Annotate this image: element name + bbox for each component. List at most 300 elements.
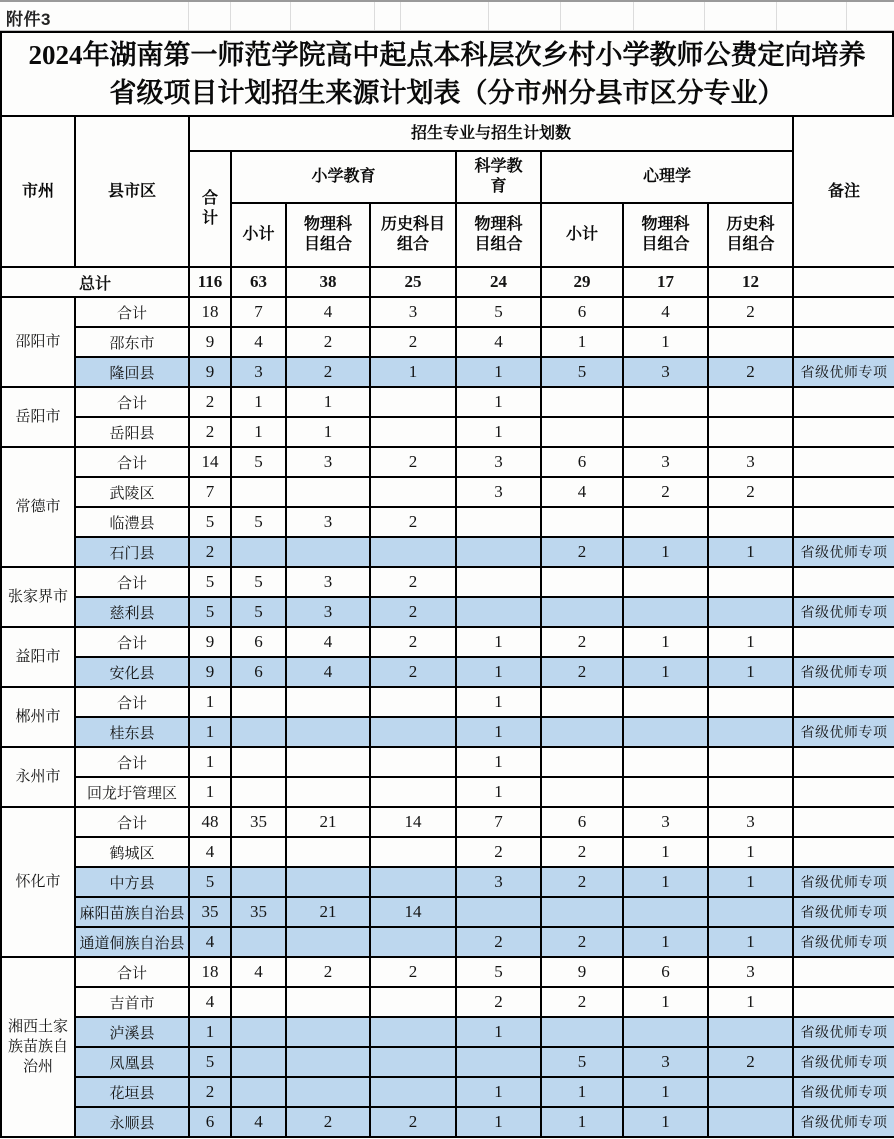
- plan-value-cell-2: 4: [286, 657, 370, 687]
- plan-value-cell-5: 2: [541, 867, 623, 897]
- plan-value-cell-3: 14: [370, 807, 456, 837]
- grid-line: [560, 2, 561, 30]
- plan-value-cell-0: 5: [189, 597, 231, 627]
- plan-value-cell-7: 2: [708, 357, 793, 387]
- remark-cell: [793, 987, 894, 1017]
- plan-value-cell-6: [623, 717, 708, 747]
- table-body: [1, 267, 894, 1137]
- plan-value-cell-3: [370, 1017, 456, 1047]
- plan-value-cell-2: 3: [286, 507, 370, 537]
- plan-value-cell-3: 2: [370, 507, 456, 537]
- plan-value-cell-2: 2: [286, 957, 370, 987]
- county-cell: 石门县: [75, 537, 189, 567]
- plan-value-cell-5: 5: [541, 357, 623, 387]
- table-row: [1, 807, 894, 837]
- table-row: [1, 747, 894, 777]
- plan-value-cell-7: 3: [708, 807, 793, 837]
- plan-value-cell-0: 5: [189, 867, 231, 897]
- plan-value-cell-0: 4: [189, 987, 231, 1017]
- remark-cell: 省级优师专项: [793, 597, 894, 627]
- plan-value-cell-6: 2: [623, 477, 708, 507]
- plan-value-cell-5: [541, 597, 623, 627]
- grid-line: [188, 2, 189, 30]
- county-cell: 桂东县: [75, 717, 189, 747]
- plan-value-cell-2: [286, 1017, 370, 1047]
- plan-value-cell-0: 4: [189, 927, 231, 957]
- plan-value-cell-6: 3: [623, 357, 708, 387]
- remark-cell: [793, 387, 894, 417]
- grand-total-row: [1, 267, 894, 297]
- plan-value-cell-6: 1: [623, 867, 708, 897]
- page-title: [0, 31, 894, 115]
- plan-value-cell-6: [623, 777, 708, 807]
- county-cell: 合计: [75, 957, 189, 987]
- plan-value-cell-3: 2: [370, 1107, 456, 1137]
- plan-value-cell-1: [231, 777, 286, 807]
- county-cell: 合计: [75, 297, 189, 327]
- county-cell: 合计: [75, 807, 189, 837]
- plan-value-cell-3: [370, 687, 456, 717]
- plan-value-cell-0: 1: [189, 747, 231, 777]
- plan-value-cell-6: 4: [623, 297, 708, 327]
- plan-value-cell-0: 9: [189, 627, 231, 657]
- plan-value-cell-2: [286, 927, 370, 957]
- plan-value-cell-2: 21: [286, 807, 370, 837]
- plan-value-cell-5: [541, 507, 623, 537]
- grand-total-value-7: 12: [708, 267, 793, 297]
- table-row: [1, 867, 894, 897]
- plan-value-cell-3: [370, 747, 456, 777]
- plan-value-cell-1: [231, 867, 286, 897]
- plan-value-cell-1: 4: [231, 327, 286, 357]
- plan-value-cell-1: 35: [231, 897, 286, 927]
- plan-value-cell-2: 1: [286, 387, 370, 417]
- county-cell: 凤凰县: [75, 1047, 189, 1077]
- plan-value-cell-2: 2: [286, 327, 370, 357]
- table-row: [1, 837, 894, 867]
- county-cell: 武陵区: [75, 477, 189, 507]
- table-row: [1, 897, 894, 927]
- plan-value-cell-7: 1: [708, 987, 793, 1017]
- plan-value-cell-4: [456, 537, 541, 567]
- grid-line: [776, 2, 777, 30]
- plan-value-cell-0: 2: [189, 1077, 231, 1107]
- header-majors-group: 招生专业与招生计划数: [189, 116, 793, 151]
- plan-value-cell-7: 1: [708, 837, 793, 867]
- plan-value-cell-4: 1: [456, 777, 541, 807]
- table-row: [1, 297, 894, 327]
- plan-value-cell-1: [231, 987, 286, 1017]
- table-row: [1, 687, 894, 717]
- plan-value-cell-6: [623, 387, 708, 417]
- grand-total-value-1: 63: [231, 267, 286, 297]
- plan-value-cell-5: 1: [541, 327, 623, 357]
- table-row: [1, 537, 894, 567]
- plan-value-cell-4: 1: [456, 687, 541, 717]
- remark-cell: [793, 807, 894, 837]
- remark-cell: [793, 417, 894, 447]
- remark-cell: 省级优师专项: [793, 717, 894, 747]
- remark-cell: [793, 447, 894, 477]
- plan-value-cell-1: [231, 927, 286, 957]
- plan-value-cell-5: [541, 417, 623, 447]
- remark-cell: [793, 567, 894, 597]
- county-cell: 鹤城区: [75, 837, 189, 867]
- city-cell: 岳阳市: [1, 387, 75, 447]
- grand-total-label: 总计: [1, 267, 189, 297]
- table-row: [1, 777, 894, 807]
- plan-value-cell-4: 1: [456, 357, 541, 387]
- remark-cell: [793, 297, 894, 327]
- plan-value-cell-4: 1: [456, 627, 541, 657]
- grid-line: [230, 2, 231, 30]
- plan-value-cell-7: 2: [708, 1047, 793, 1077]
- plan-value-cell-0: 2: [189, 387, 231, 417]
- plan-value-cell-6: [623, 597, 708, 627]
- plan-value-cell-6: 6: [623, 957, 708, 987]
- plan-value-cell-2: 3: [286, 567, 370, 597]
- county-cell: 邵东市: [75, 327, 189, 357]
- plan-value-cell-7: [708, 1107, 793, 1137]
- plan-value-cell-3: 2: [370, 627, 456, 657]
- remark-cell: 省级优师专项: [793, 537, 894, 567]
- grid-line: [290, 2, 291, 30]
- table-row: [1, 387, 894, 417]
- plan-value-cell-6: [623, 687, 708, 717]
- plan-value-cell-3: [370, 537, 456, 567]
- plan-value-cell-1: 3: [231, 357, 286, 387]
- plan-value-cell-0: 7: [189, 477, 231, 507]
- remark-cell: 省级优师专项: [793, 927, 894, 957]
- plan-value-cell-4: 3: [456, 477, 541, 507]
- plan-value-cell-3: [370, 717, 456, 747]
- plan-value-cell-5: 5: [541, 1047, 623, 1077]
- plan-value-cell-2: 3: [286, 447, 370, 477]
- plan-value-cell-1: 35: [231, 807, 286, 837]
- city-cell: 永州市: [1, 747, 75, 807]
- plan-value-cell-3: 2: [370, 657, 456, 687]
- county-cell: 中方县: [75, 867, 189, 897]
- plan-value-cell-0: 1: [189, 1017, 231, 1047]
- county-cell: 合计: [75, 747, 189, 777]
- table-row: [1, 567, 894, 597]
- header-primary-education: 小学教育: [231, 151, 456, 203]
- plan-value-cell-4: 2: [456, 927, 541, 957]
- plan-value-cell-5: 6: [541, 807, 623, 837]
- table-row: [1, 357, 894, 387]
- plan-value-cell-3: [370, 867, 456, 897]
- plan-value-cell-7: 3: [708, 957, 793, 987]
- plan-value-cell-0: 9: [189, 327, 231, 357]
- plan-value-cell-5: 2: [541, 987, 623, 1017]
- plan-value-cell-7: 1: [708, 627, 793, 657]
- plan-value-cell-2: 4: [286, 627, 370, 657]
- plan-value-cell-6: 1: [623, 327, 708, 357]
- remark-cell: 省级优师专项: [793, 657, 894, 687]
- plan-value-cell-3: 2: [370, 327, 456, 357]
- plan-value-cell-1: 4: [231, 1107, 286, 1137]
- plan-value-cell-4: 5: [456, 957, 541, 987]
- plan-value-cell-2: [286, 1047, 370, 1077]
- header-psychology: 心理学: [541, 151, 793, 203]
- plan-value-cell-0: 1: [189, 717, 231, 747]
- plan-value-cell-5: 9: [541, 957, 623, 987]
- plan-value-cell-6: 3: [623, 1047, 708, 1077]
- plan-value-cell-2: [286, 987, 370, 1017]
- grand-total-value-5: 29: [541, 267, 623, 297]
- plan-value-cell-2: 1: [286, 417, 370, 447]
- county-cell: 合计: [75, 387, 189, 417]
- plan-value-cell-3: 1: [370, 357, 456, 387]
- grid-line: [488, 2, 489, 30]
- county-cell: 通道侗族自治县: [75, 927, 189, 957]
- plan-value-cell-0: 9: [189, 357, 231, 387]
- city-cell: 湘西土家族苗族自治州: [1, 957, 75, 1137]
- plan-value-cell-4: [456, 597, 541, 627]
- plan-value-cell-0: 18: [189, 957, 231, 987]
- plan-value-cell-2: [286, 477, 370, 507]
- city-cell: 郴州市: [1, 687, 75, 747]
- grand-total-value-6: 17: [623, 267, 708, 297]
- plan-value-cell-2: [286, 687, 370, 717]
- plan-value-cell-1: 1: [231, 387, 286, 417]
- plan-value-cell-4: 2: [456, 987, 541, 1017]
- header-psych-physics-combo: 物理科目组合: [623, 203, 708, 267]
- table-row: [1, 627, 894, 657]
- plan-value-cell-2: 21: [286, 897, 370, 927]
- table-row: [1, 927, 894, 957]
- plan-value-cell-0: 6: [189, 1107, 231, 1137]
- plan-value-cell-1: [231, 477, 286, 507]
- plan-value-cell-6: 1: [623, 627, 708, 657]
- county-cell: 隆回县: [75, 357, 189, 387]
- plan-value-cell-4: 1: [456, 417, 541, 447]
- attachment-label: 附件3: [6, 10, 51, 29]
- plan-value-cell-7: 1: [708, 657, 793, 687]
- plan-value-cell-1: 6: [231, 627, 286, 657]
- plan-value-cell-7: 1: [708, 537, 793, 567]
- table-row: [1, 477, 894, 507]
- plan-value-cell-7: [708, 387, 793, 417]
- remark-cell: 省级优师专项: [793, 1017, 894, 1047]
- plan-value-cell-2: 3: [286, 597, 370, 627]
- plan-value-cell-7: [708, 897, 793, 927]
- remark-cell: 省级优师专项: [793, 897, 894, 927]
- plan-value-cell-7: 1: [708, 867, 793, 897]
- county-cell: 合计: [75, 567, 189, 597]
- plan-value-cell-0: 1: [189, 687, 231, 717]
- plan-value-cell-4: 3: [456, 447, 541, 477]
- county-cell: 安化县: [75, 657, 189, 687]
- remark-cell: [793, 777, 894, 807]
- remark-cell: 省级优师专项: [793, 357, 894, 387]
- header-psych-history-combo: 历史科目组合: [708, 203, 793, 267]
- plan-value-cell-1: 5: [231, 597, 286, 627]
- plan-value-cell-3: [370, 417, 456, 447]
- plan-value-cell-4: 7: [456, 807, 541, 837]
- table-row: [1, 717, 894, 747]
- grid-line: [633, 2, 634, 30]
- plan-value-cell-5: [541, 687, 623, 717]
- remark-cell: 省级优师专项: [793, 1047, 894, 1077]
- plan-value-cell-1: [231, 687, 286, 717]
- plan-value-cell-4: 1: [456, 657, 541, 687]
- plan-value-cell-0: 5: [189, 567, 231, 597]
- plan-value-cell-2: [286, 1077, 370, 1107]
- plan-value-cell-5: 2: [541, 927, 623, 957]
- table-row: [1, 957, 894, 987]
- city-cell: 怀化市: [1, 807, 75, 957]
- city-cell: 常德市: [1, 447, 75, 567]
- plan-value-cell-6: [623, 507, 708, 537]
- plan-value-cell-0: 48: [189, 807, 231, 837]
- plan-value-cell-4: 1: [456, 1017, 541, 1047]
- plan-value-cell-5: 6: [541, 297, 623, 327]
- plan-value-cell-3: 2: [370, 447, 456, 477]
- table-row: [1, 327, 894, 357]
- remark-cell: 省级优师专项: [793, 1107, 894, 1137]
- plan-value-cell-4: 1: [456, 747, 541, 777]
- plan-value-cell-4: 1: [456, 387, 541, 417]
- grand-total-value-0: 116: [189, 267, 231, 297]
- plan-value-cell-3: [370, 387, 456, 417]
- plan-value-cell-4: 3: [456, 867, 541, 897]
- plan-value-cell-7: [708, 1077, 793, 1107]
- city-cell: 邵阳市: [1, 297, 75, 387]
- remark-cell: [793, 957, 894, 987]
- plan-value-cell-0: 18: [189, 297, 231, 327]
- plan-value-cell-7: [708, 747, 793, 777]
- plan-value-cell-1: [231, 1047, 286, 1077]
- table-row: [1, 507, 894, 537]
- plan-value-cell-1: 5: [231, 447, 286, 477]
- plan-value-cell-7: [708, 777, 793, 807]
- plan-value-cell-5: 4: [541, 477, 623, 507]
- plan-value-cell-5: [541, 897, 623, 927]
- plan-value-cell-5: [541, 567, 623, 597]
- table-row: [1, 657, 894, 687]
- plan-value-cell-3: [370, 927, 456, 957]
- plan-value-cell-0: 2: [189, 417, 231, 447]
- county-cell: 吉首市: [75, 987, 189, 1017]
- plan-value-cell-3: [370, 1047, 456, 1077]
- plan-value-cell-1: [231, 747, 286, 777]
- plan-value-cell-5: 1: [541, 1107, 623, 1137]
- plan-value-cell-4: [456, 507, 541, 537]
- plan-value-cell-0: 14: [189, 447, 231, 477]
- plan-value-cell-5: 1: [541, 1077, 623, 1107]
- plan-value-cell-3: [370, 837, 456, 867]
- plan-value-cell-0: 5: [189, 507, 231, 537]
- plan-value-cell-2: 2: [286, 357, 370, 387]
- plan-value-cell-4: [456, 897, 541, 927]
- plan-value-cell-7: [708, 597, 793, 627]
- plan-value-cell-7: [708, 687, 793, 717]
- plan-value-cell-4: [456, 567, 541, 597]
- plan-value-cell-4: 1: [456, 1107, 541, 1137]
- plan-value-cell-5: [541, 717, 623, 747]
- county-cell: 泸溪县: [75, 1017, 189, 1047]
- page-title-line-1: 2024年湖南第一师范学院高中起点本科层次乡村小学教师公费定向培养: [28, 39, 866, 70]
- plan-value-cell-5: [541, 747, 623, 777]
- table-row: [1, 1017, 894, 1047]
- plan-value-cell-6: [623, 567, 708, 597]
- plan-value-cell-0: 4: [189, 837, 231, 867]
- plan-value-cell-0: 1: [189, 777, 231, 807]
- county-cell: 合计: [75, 687, 189, 717]
- plan-value-cell-6: 1: [623, 537, 708, 567]
- plan-value-cell-1: 5: [231, 507, 286, 537]
- grand-total-remark: [793, 267, 894, 297]
- plan-value-cell-6: [623, 417, 708, 447]
- plan-value-cell-1: 4: [231, 957, 286, 987]
- plan-value-cell-4: 2: [456, 837, 541, 867]
- plan-value-cell-6: 1: [623, 657, 708, 687]
- plan-value-cell-5: 6: [541, 447, 623, 477]
- plan-value-cell-2: 2: [286, 1107, 370, 1137]
- page-title-line-2: 省级项目计划招生来源计划表（分市州分县市区分专业）: [109, 78, 785, 108]
- header-primary-subtotal: 小计: [231, 203, 286, 267]
- remark-cell: 省级优师专项: [793, 867, 894, 897]
- grid-line: [400, 2, 401, 30]
- plan-value-cell-5: [541, 1017, 623, 1047]
- plan-value-cell-1: 6: [231, 657, 286, 687]
- plan-value-cell-6: 3: [623, 807, 708, 837]
- plan-value-cell-6: 1: [623, 1107, 708, 1137]
- plan-value-cell-2: [286, 537, 370, 567]
- plan-value-cell-6: 3: [623, 447, 708, 477]
- plan-value-cell-7: [708, 417, 793, 447]
- plan-value-cell-4: 1: [456, 717, 541, 747]
- plan-value-cell-5: [541, 387, 623, 417]
- plan-value-cell-0: 2: [189, 537, 231, 567]
- plan-value-cell-6: 1: [623, 927, 708, 957]
- header-science-education: 科学教育: [456, 151, 541, 203]
- plan-value-cell-5: 2: [541, 657, 623, 687]
- plan-value-cell-4: [456, 1047, 541, 1077]
- plan-value-cell-1: 1: [231, 417, 286, 447]
- plan-value-cell-5: 2: [541, 537, 623, 567]
- plan-value-cell-2: [286, 777, 370, 807]
- plan-value-cell-1: [231, 537, 286, 567]
- plan-value-cell-6: 1: [623, 837, 708, 867]
- plan-value-cell-3: 2: [370, 597, 456, 627]
- grand-total-value-4: 24: [456, 267, 541, 297]
- grid-line: [374, 2, 375, 30]
- plan-value-cell-6: [623, 1017, 708, 1047]
- plan-value-cell-6: 1: [623, 987, 708, 1017]
- plan-value-cell-7: 2: [708, 297, 793, 327]
- remark-cell: [793, 747, 894, 777]
- plan-value-cell-1: [231, 1077, 286, 1107]
- plan-value-cell-2: [286, 867, 370, 897]
- remark-cell: [793, 837, 894, 867]
- plan-value-cell-3: 2: [370, 957, 456, 987]
- grand-total-value-3: 25: [370, 267, 456, 297]
- county-cell: 慈利县: [75, 597, 189, 627]
- plan-value-cell-3: [370, 777, 456, 807]
- plan-value-cell-6: [623, 747, 708, 777]
- county-cell: 花垣县: [75, 1077, 189, 1107]
- plan-value-cell-3: 3: [370, 297, 456, 327]
- table-row: [1, 1107, 894, 1137]
- plan-value-cell-7: 1: [708, 927, 793, 957]
- plan-value-cell-0: 35: [189, 897, 231, 927]
- remark-cell: [793, 627, 894, 657]
- grid-line: [846, 2, 847, 30]
- plan-value-cell-2: [286, 747, 370, 777]
- plan-value-cell-2: 4: [286, 297, 370, 327]
